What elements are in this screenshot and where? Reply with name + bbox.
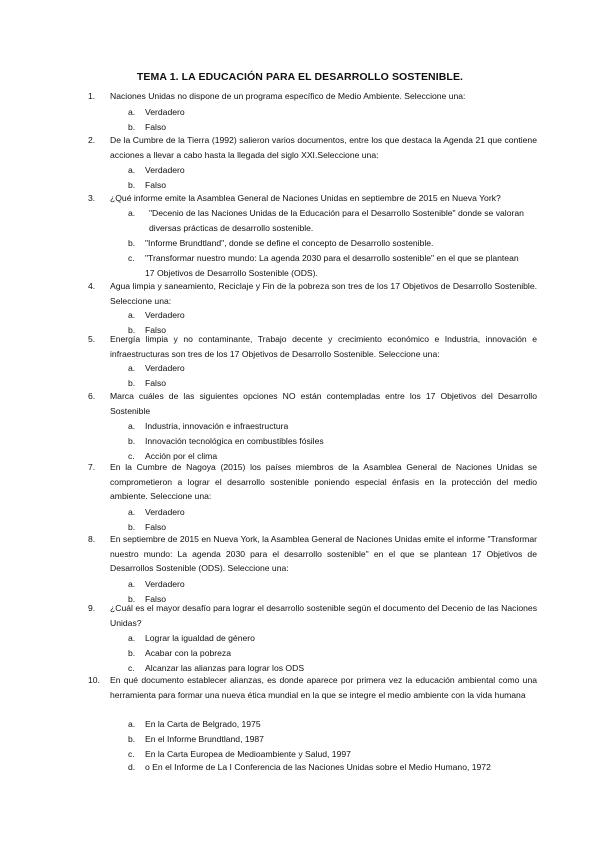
option-letter: a.: [128, 363, 136, 373]
question-number: 8.: [88, 534, 96, 544]
option-text: Falso: [145, 378, 167, 388]
question-text: Energía limpia y no contaminante, Trabajo decente y crecimiento económico e Industria, innovación e infraestructuras son tres de los 17 Objetivos de Desarrollo Sostenible. Seleccione una:: [110, 334, 537, 359]
option-letter: c.: [128, 451, 135, 461]
option-letter: a.: [128, 719, 136, 729]
option-text: "Informe Brundtland", donde se define el concepto de Desarrollo sostenible.: [145, 238, 434, 248]
question-number: 4.: [88, 281, 96, 291]
option-text: Verdadero: [145, 363, 185, 373]
option-text: "Decenio de las Naciones Unidas de la Educación para el Desarrollo Sostenible" donde se valoran diversas prácticas de desarrollo sostenible.: [149, 208, 524, 233]
option-text: Falso: [145, 325, 167, 335]
option-letter: b.: [128, 648, 136, 658]
option-text: Falso: [145, 122, 167, 132]
option-letter: a.: [128, 165, 136, 175]
option-letter: d.: [128, 762, 136, 772]
option-text: Verdadero: [145, 310, 185, 320]
option-text: "Transformar nuestro mundo: La agenda 2030 para el desarrollo sostenible" en el que se plantean 17 Objetivos de Desarrollo Sostenible (ODS).: [145, 253, 519, 278]
option-text: Falso: [145, 522, 167, 532]
option-letter: b.: [128, 594, 136, 604]
question-number: 2.: [88, 135, 96, 145]
option-letter: a.: [128, 421, 136, 431]
question-text: ¿Qué informe emite la Asamblea General de Naciones Unidas en septiembre de 2015 en Nueva York?: [110, 193, 501, 203]
option-letter: b.: [128, 180, 136, 190]
option-letter: c.: [128, 663, 135, 673]
question-text: Marca cuáles de las siguientes opciones NO están contempladas entre los 17 Objetivos del Desarrollo Sostenible: [110, 391, 537, 416]
question-text: En septiembre de 2015 en Nueva York, la Asamblea General de Naciones Unidas emite el informe "Transformar nuestro mundo: La agenda 2030 para el desarrollo sostenible" en el que se plantean 17 Objetivos de Desarrollos Sostenible (ODS). Seleccione una:: [110, 534, 537, 574]
option-letter: b.: [128, 122, 136, 132]
question-number: 5.: [88, 334, 96, 344]
question-number: 3.: [88, 193, 96, 203]
option-text: Falso: [145, 180, 167, 190]
question-number: 7.: [88, 462, 96, 472]
option-text: Acabar con la pobreza: [145, 648, 231, 658]
option-text: Alcanzar las alianzas para lograr los ODS: [145, 663, 305, 673]
option-letter: b.: [128, 734, 136, 744]
option-text: Lograr la igualdad de género: [145, 633, 255, 643]
question-number: 1.: [88, 91, 96, 101]
question-number: 10.: [88, 675, 100, 685]
option-letter: a.: [128, 310, 136, 320]
option-letter: b.: [128, 522, 136, 532]
option-letter: b.: [128, 238, 136, 248]
question-text: De la Cumbre de la Tierra (1992) salieron varios documentos, entre los que destaca la Agenda 21 que contiene acciones a llevar a cabo hasta la llegada del siglo XXI.Seleccione una:: [110, 135, 537, 160]
option-text: Verdadero: [145, 165, 185, 175]
option-letter: a.: [128, 107, 136, 117]
option-letter: a.: [128, 208, 136, 218]
option-letter: a.: [128, 507, 136, 517]
question-number: 9.: [88, 603, 96, 613]
option-letter: c.: [128, 253, 135, 263]
option-text: Acción por el clima: [145, 451, 218, 461]
option-letter: b.: [128, 325, 136, 335]
question-text: Naciones Unidas no dispone de un programa específico de Medio Ambiente. Seleccione una:: [110, 91, 466, 101]
option-text: o En el Informe de La I Conferencia de las Naciones Unidas sobre el Medio Humano, 1972: [145, 762, 491, 772]
question-text: En qué documento establecer alianzas, es donde aparece por primera vez la educación ambiental como una herramienta para formar una nueva ética mundial en la que se integre el medio ambiente con la vida humana: [110, 675, 537, 700]
option-text: Verdadero: [145, 507, 185, 517]
option-letter: a.: [128, 633, 136, 643]
option-letter: a.: [128, 579, 136, 589]
option-text: Industria, innovación e infraestructura: [145, 421, 289, 431]
question-text: ¿Cuál es el mayor desafío para lograr el desarrollo sostenible según el documento del Decenio de las Naciones Unidas?: [110, 603, 537, 628]
option-letter: b.: [128, 378, 136, 388]
question-text: En la Cumbre de Nagoya (2015) los países miembros de la Asamblea General de Naciones Unidas se comprometieron a lograr el desarrollo sostenible poniendo especial énfasis en la protección del medio ambiente. Seleccione una:: [110, 462, 537, 502]
option-letter: c.: [128, 749, 135, 759]
option-text: En la Carta de Belgrado, 1975: [145, 719, 261, 729]
question-text: Agua limpia y saneamiento, Reciclaje y Fin de la pobreza son tres de los 17 Objetivos de Desarrollo Sostenible. Seleccione una:: [110, 281, 537, 306]
option-text: Falso: [145, 594, 167, 604]
option-text: En el Informe Brundtland, 1987: [145, 734, 264, 744]
option-text: En la Carta Europea de Medioambiente y Salud, 1997: [145, 749, 351, 759]
page-title: TEMA 1. LA EDUCACIÓN PARA EL DESARROLLO SOSTENIBLE.: [136, 71, 464, 83]
question-number: 6.: [88, 391, 96, 401]
option-text: Innovación tecnológica en combustibles fósiles: [145, 436, 324, 446]
option-text: Verdadero: [145, 107, 185, 117]
option-letter: b.: [128, 436, 136, 446]
option-text: Verdadero: [145, 579, 185, 589]
